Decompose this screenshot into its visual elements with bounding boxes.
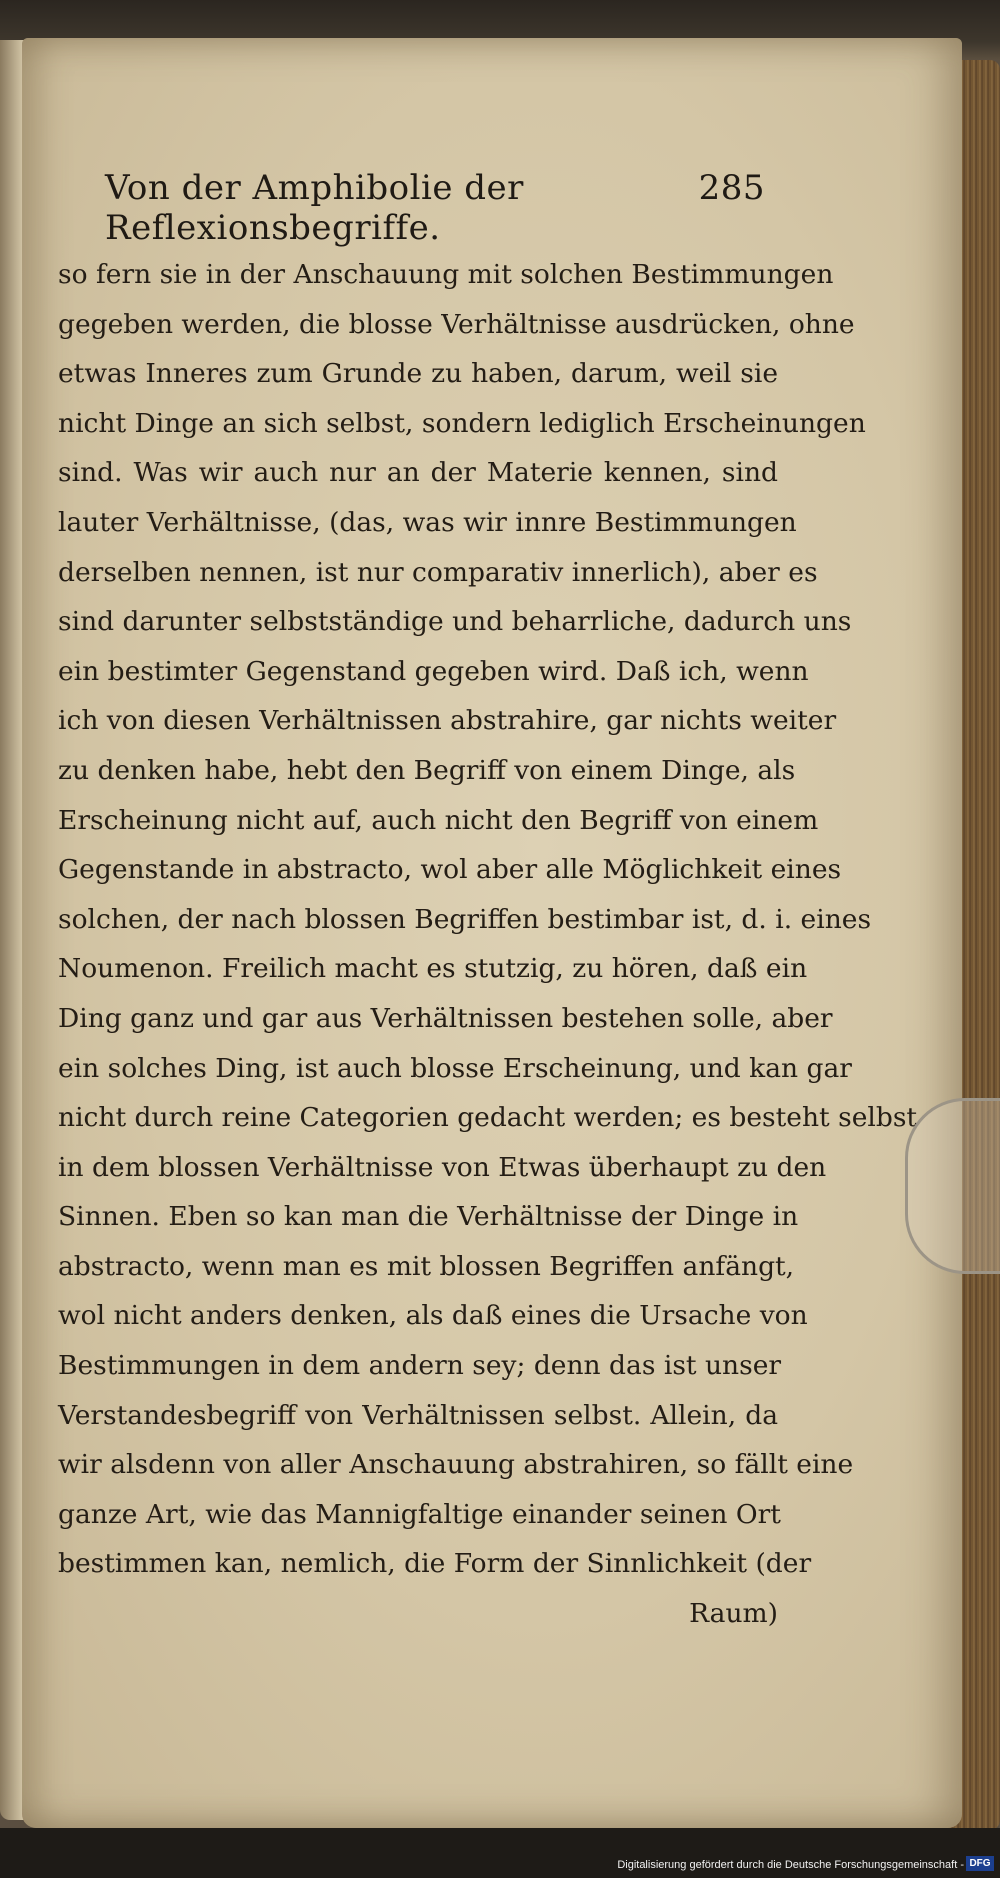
text-line: ein bestimter Gegenstand gegeben wird. Daß ich, wenn	[58, 655, 809, 687]
text-line: sind. Was wir auch nur an der Materie kennen, sind	[58, 457, 778, 489]
text-line: Erscheinung nicht auf, auch nicht den Begriff von einem	[58, 804, 819, 836]
text-line: solchen, der nach blossen Begriffen bestimbar ist, d. i. eines	[58, 903, 872, 935]
running-head	[105, 168, 765, 248]
digitization-credit: Digitalisierung gefördert durch die Deutsche Forschungsgemeinschaft -	[617, 1859, 964, 1871]
text-line: derselben nennen, ist nur comparativ innerlich), aber es	[58, 556, 818, 588]
text-line: in dem blossen Verhältnisse von Etwas überhaupt zu den	[58, 1151, 827, 1183]
text-line: lauter Verhältnisse, (das, was wir innre Bestimmungen	[58, 506, 797, 538]
text-line: nicht durch reine Categorien gedacht werden; es besteht selbst	[58, 1102, 918, 1134]
text-line: nicht Dinge an sich selbst, sondern lediglich Erscheinungen	[58, 407, 866, 439]
running-head-title: Von der Amphibolie der Reflexionsbegriffe.	[105, 168, 524, 248]
text-line: Gegenstande in abstracto, wol aber alle Möglichkeit eines	[58, 854, 842, 886]
page-clip	[905, 1098, 1000, 1274]
text-line: wir alsdenn von aller Anschauung abstrahiren, so fällt eine	[58, 1449, 854, 1481]
text-line: gegeben werden, die blosse Verhältnisse ausdrücken, ohne	[58, 308, 855, 340]
text-line: ich von diesen Verhältnissen abstrahire, gar nichts weiter	[58, 705, 837, 737]
body-text	[58, 250, 918, 1639]
text-line: ganze Art, wie das Mannigfaltige einander seinen Ort	[58, 1498, 781, 1530]
text-line: Ding ganz und gar aus Verhältnissen bestehen solle, aber	[58, 1002, 833, 1034]
text-line: Bestimmungen in dem andern sey; denn das ist unser	[58, 1350, 782, 1382]
text-line: ein solches Ding, ist auch blosse Erscheinung, und kan gar	[58, 1052, 852, 1084]
text-line: etwas Inneres zum Grunde zu haben, darum, weil sie	[58, 358, 778, 390]
text-line: wol nicht anders denken, als daß eines die Ursache von	[58, 1300, 808, 1332]
dfg-logo: DFG	[966, 1856, 994, 1871]
text-line: sind darunter selbstständige und beharrliche, dadurch uns	[58, 606, 852, 638]
text-line: zu denken habe, hebt den Begriff von einem Dinge, als	[58, 754, 796, 786]
catchword: Raum)	[689, 1598, 778, 1630]
text-line: abstracto, wenn man es mit blossen Begriffen anfängt,	[58, 1250, 795, 1282]
text-line: so fern sie in der Anschauung mit solchen Bestimmungen	[58, 259, 834, 290]
text-line: Sinnen. Eben so kan man die Verhältnisse der Dinge in	[58, 1201, 799, 1233]
text-line: Noumenon. Freilich macht es stutzig, zu hören, daß ein	[58, 953, 808, 985]
page-number: 285	[698, 168, 765, 208]
text-line: Verstandesbegriff von Verhältnissen selbst. Allein, da	[58, 1399, 778, 1431]
text-line: bestimmen kan, nemlich, die Form der Sinnlichkeit (der	[58, 1548, 812, 1580]
